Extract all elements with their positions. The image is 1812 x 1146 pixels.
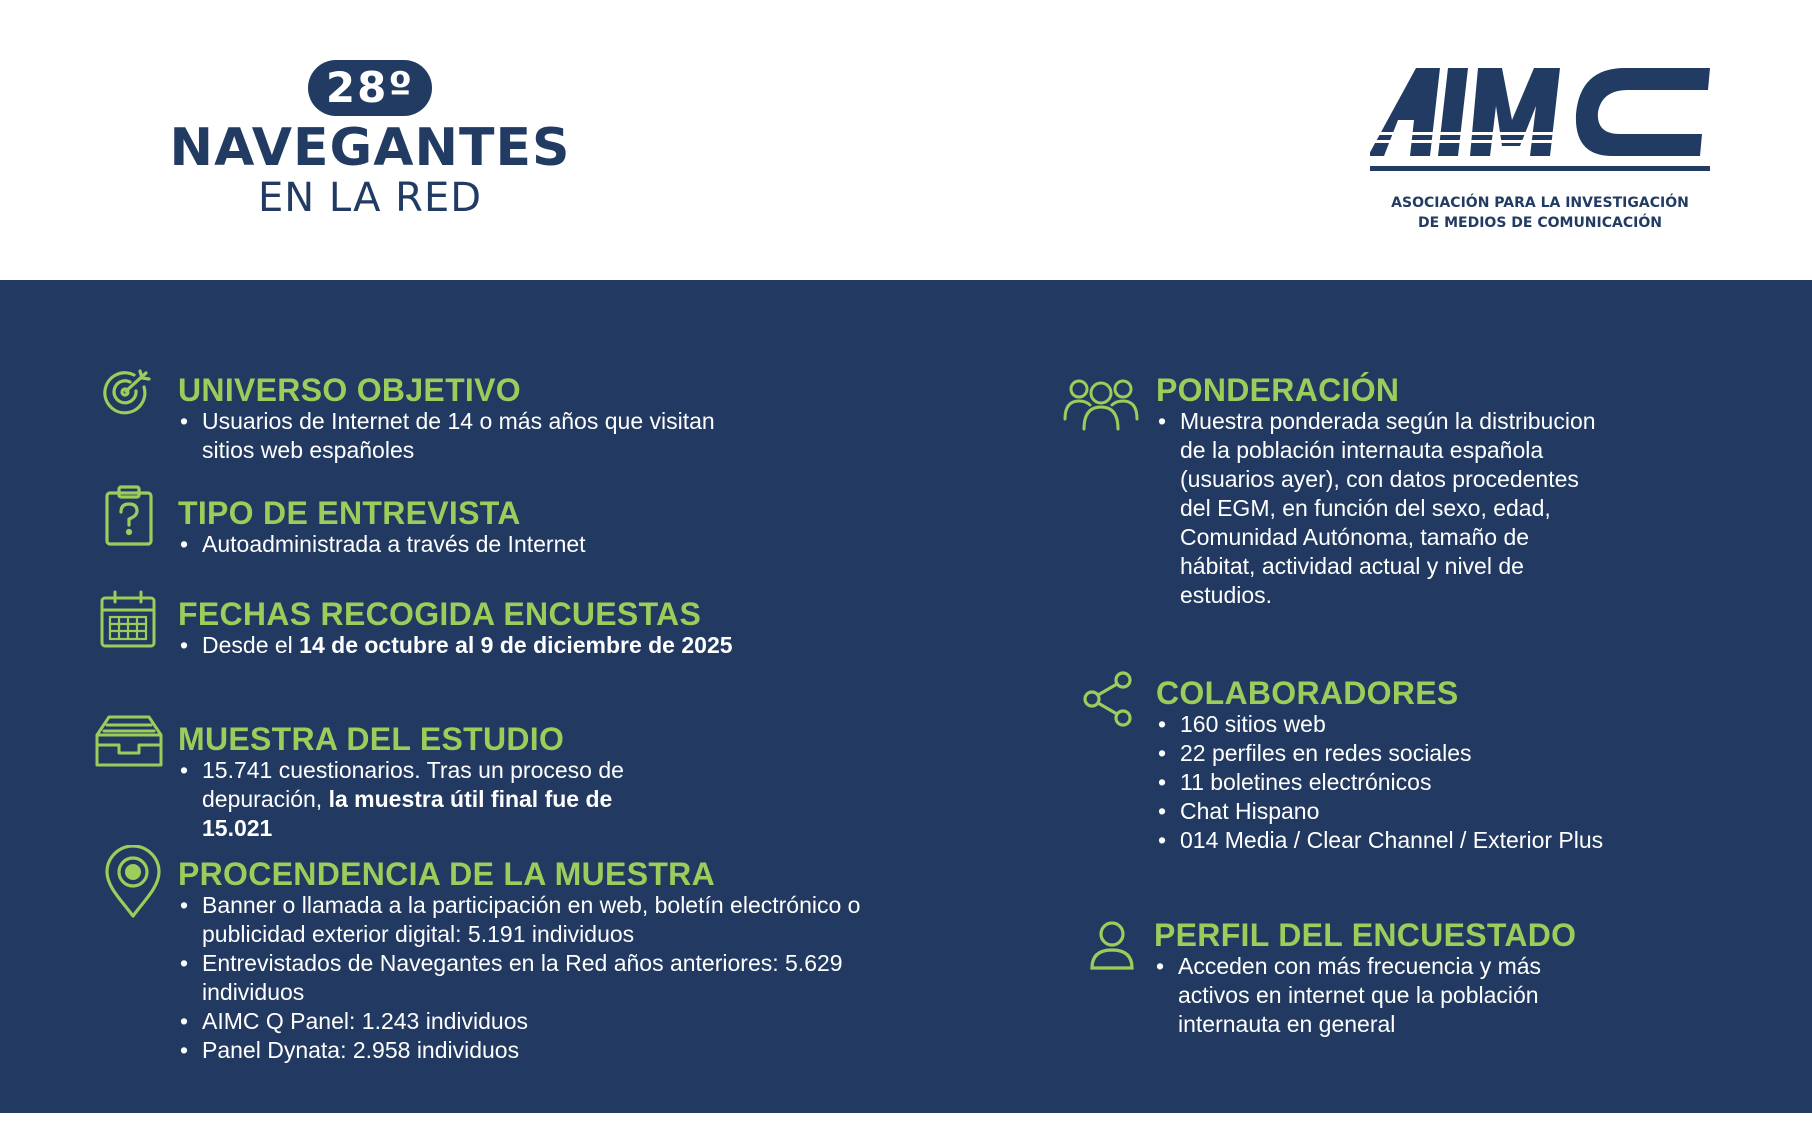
bullet-text: 15.741 cuestionarios. Tras un proceso de depuración,	[202, 757, 624, 812]
aimc-logo	[1370, 60, 1710, 185]
calendar-icon	[100, 590, 156, 650]
bullet-list	[1154, 952, 1614, 1039]
bullet-list	[178, 530, 798, 559]
list-item: • AIMC Q Panel: 1.243 individuos	[178, 1007, 878, 1036]
bullet-list	[178, 891, 878, 1065]
bullet-list	[178, 756, 658, 843]
aimc-caption-line1: ASOCIACIÓN PARA LA INVESTIGACIÓN	[1391, 195, 1689, 211]
list-item: • Chat Hispano	[1156, 797, 1656, 826]
bullet-text: Desde el	[202, 632, 300, 658]
list-item: • 014 Media / Clear Channel / Exterior Plus	[1156, 826, 1656, 855]
aimc-caption-line2: DE MEDIOS DE COMUNICACIÓN	[1418, 215, 1662, 231]
section-title: PONDERACIÓN	[1156, 372, 1400, 408]
info-panel	[0, 280, 1812, 1113]
list-item: • Autoadministrada a través de Internet	[178, 530, 798, 559]
section-title: PROCENDENCIA DE LA MUESTRA	[178, 856, 716, 892]
bullet-text-bold: 14 de octubre al 9 de diciembre de 2025	[299, 632, 733, 658]
target-icon	[100, 365, 156, 421]
bullet-list	[1156, 710, 1656, 855]
inbox-tray-icon	[95, 715, 163, 769]
list-item: • Usuarios de Internet de 14 o más años que visitan sitios web españoles	[178, 407, 728, 465]
aimc-logo-block	[1370, 60, 1710, 233]
bullet-list	[178, 407, 728, 465]
list-item: • Entrevistados de Navegantes en la Red años anteriores: 5.629 individuos	[178, 949, 878, 1007]
list-item: • 22 perfiles en redes sociales	[1156, 739, 1656, 768]
header	[0, 0, 1812, 280]
list-item: • Panel Dynata: 2.958 individuos	[178, 1036, 878, 1065]
section-title: PERFIL DEL ENCUESTADO	[1154, 917, 1577, 953]
list-item: • 11 boletines electrónicos	[1156, 768, 1656, 797]
share-nodes-icon	[1080, 670, 1136, 728]
section-title: TIPO DE ENTREVISTA	[178, 495, 521, 531]
list-item: • Banner o llamada a la participación en web, boletín electrónico o publicidad exterior digital: 5.191 individuos	[178, 891, 872, 949]
list-item: • Muestra ponderada según la distribucion de la población internauta española (usuarios ayer), con datos procedentes del EGM, en función del sexo, edad, Comunidad Autónoma, tamaño de hábitat, actividad actual y nivel de estudios.	[1156, 407, 1596, 610]
bullet-text-bold: la muestra útil final fue de 15.021	[202, 786, 613, 841]
clipboard-question-icon	[104, 485, 154, 547]
section-title: FECHAS RECOGIDA ENCUESTAS	[178, 596, 702, 632]
study-brand	[100, 60, 640, 220]
bullet-list	[1156, 407, 1596, 610]
user-profile-icon	[1088, 920, 1136, 970]
section-title: MUESTRA DEL ESTUDIO	[178, 721, 565, 757]
section-title: COLABORADORES	[1156, 675, 1459, 711]
aimc-caption	[1370, 193, 1710, 233]
section-title: UNIVERSO OBJETIVO	[178, 372, 521, 408]
list-item	[178, 756, 658, 843]
list-item: • Acceden con más frecuencia y más activos en internet que la población internauta en general	[1154, 952, 1614, 1039]
bullet-list	[178, 631, 798, 660]
study-title: NAVEGANTES	[169, 118, 571, 178]
edition-badge: 28º	[308, 60, 432, 116]
people-group-icon	[1062, 375, 1140, 431]
location-pin-icon	[104, 845, 162, 919]
study-subtitle: EN LA RED	[257, 175, 483, 221]
list-item: • 160 sitios web	[1156, 710, 1656, 739]
list-item	[178, 631, 798, 660]
